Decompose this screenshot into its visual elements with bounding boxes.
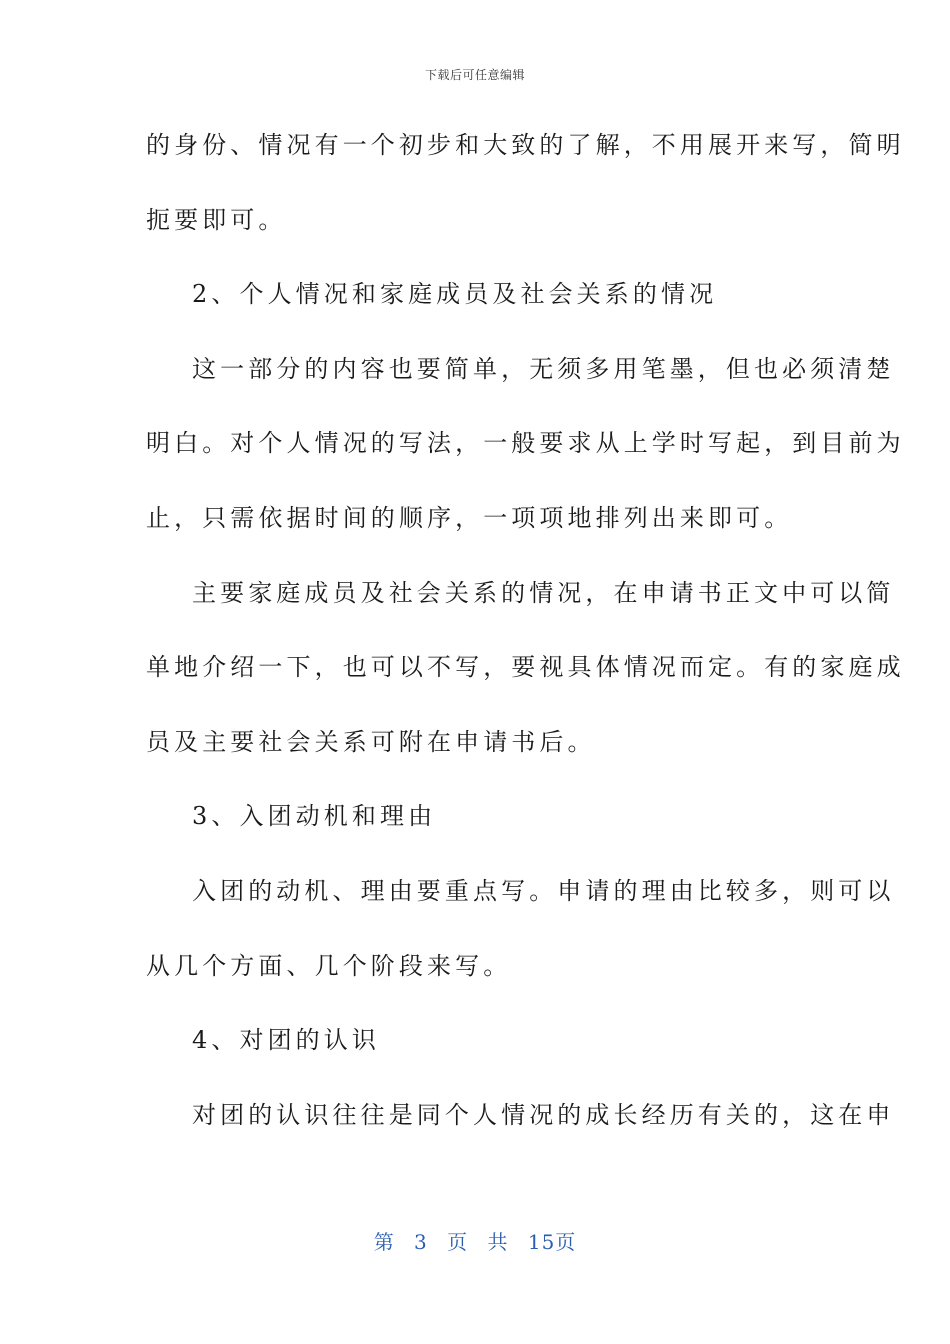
- body-line-8: 单地介绍一下，也可以不写，要视具体情况而定。有的家庭成: [146, 653, 905, 682]
- document-body: [146, 108, 905, 1152]
- page-footer: [0, 1226, 950, 1255]
- footer-total-prefix: 共: [487, 1230, 509, 1254]
- footer-prefix: 第: [373, 1230, 395, 1254]
- footer-page-word: 页: [447, 1230, 469, 1254]
- section-heading-3: 3、入团动机和理由: [192, 802, 437, 831]
- body-line-7: 主要家庭成员及社会关系的情况，在申请书正文中可以简: [192, 578, 895, 607]
- section-heading-4: 4、对团的认识: [192, 1026, 380, 1055]
- body-line-12: 从几个方面、几个阶段来写。: [146, 951, 512, 980]
- total-pages: 15页: [527, 1230, 577, 1254]
- section-heading-2: 2、个人情况和家庭成员及社会关系的情况: [192, 280, 718, 309]
- current-page-number: 3: [414, 1230, 428, 1254]
- body-line-1: 的身份、情况有一个初步和大致的了解，不用展开来写，简明: [146, 131, 905, 159]
- body-line-5: 明白。对个人情况的写法，一般要求从上学时写起，到目前为: [146, 429, 905, 458]
- body-line-6: 止，只需依据时间的顺序，一项项地排列出来即可。: [146, 503, 793, 532]
- body-line-9: 员及主要社会关系可附在申请书后。: [146, 727, 596, 756]
- body-line-2: 扼要即可。: [146, 205, 287, 234]
- page-header: 下载后可任意编辑: [424, 68, 525, 82]
- body-line-11: 入团的动机、理由要重点写。申请的理由比较多，则可以: [192, 876, 895, 905]
- body-line-4: 这一部分的内容也要简单，无须多用笔墨，但也必须清楚: [192, 354, 895, 383]
- body-line-14: 对团的认识往往是同个人情况的成长经历有关的，这在申: [192, 1100, 895, 1129]
